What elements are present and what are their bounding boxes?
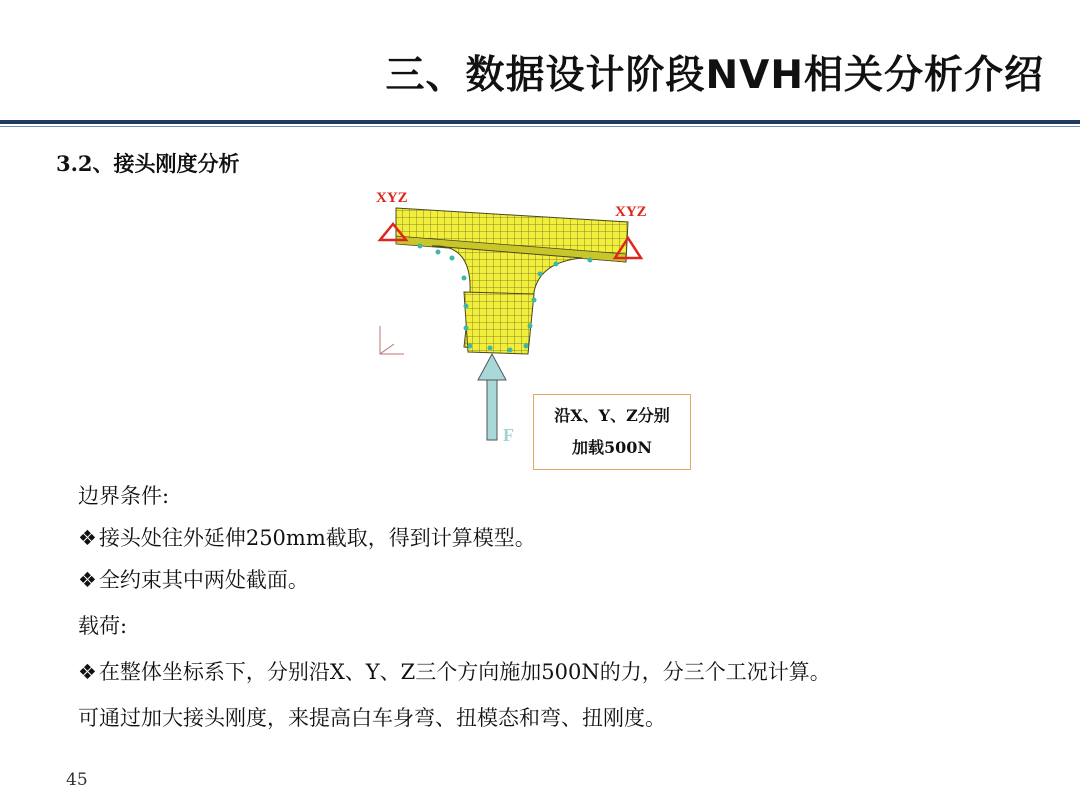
load-callout xyxy=(533,394,691,470)
page-number: 45 xyxy=(66,770,88,790)
header-divider xyxy=(0,120,1080,124)
load-heading: 载荷: xyxy=(78,614,128,638)
boundary-heading: 边界条件: xyxy=(78,484,170,508)
diamond-bullet-icon: ❖ xyxy=(78,526,97,550)
force-arrow xyxy=(478,354,506,440)
diamond-bullet-icon: ❖ xyxy=(78,568,97,592)
fe-stem xyxy=(464,292,534,354)
diamond-bullet-icon: ❖ xyxy=(78,660,97,684)
force-label: F xyxy=(503,425,514,445)
constraint-label-right: XYZ xyxy=(615,204,647,220)
slide-header xyxy=(0,0,1080,128)
conclusion-text: 可通过加大接头刚度，来提高白车身弯、扭模态和弯、扭刚度。 xyxy=(78,706,666,730)
page-title: 三、数据设计阶段NVH相关分析介绍 xyxy=(385,53,1044,98)
load-callout-line1: 沿X、Y、Z分别 xyxy=(554,406,670,425)
joint-fe-figure xyxy=(360,182,705,477)
load-callout-line2: 加载500N xyxy=(571,438,653,457)
boundary-item-1: 接头处往外延伸250mm截取，得到计算模型。 xyxy=(98,526,536,550)
section-subtitle: 3.2、接头刚度分析 xyxy=(56,151,240,176)
axis-triad xyxy=(380,326,404,354)
list-item xyxy=(78,564,309,594)
list-item xyxy=(78,656,831,686)
constraint-label-left: XYZ xyxy=(376,190,408,206)
load-item-1: 在整体坐标系下，分别沿X、Y、Z三个方向施加500N的力，分三个工况计算。 xyxy=(98,660,831,684)
list-item xyxy=(78,522,536,552)
boundary-item-2: 全约束其中两处截面。 xyxy=(98,568,309,592)
header-divider-thin xyxy=(0,126,1080,127)
